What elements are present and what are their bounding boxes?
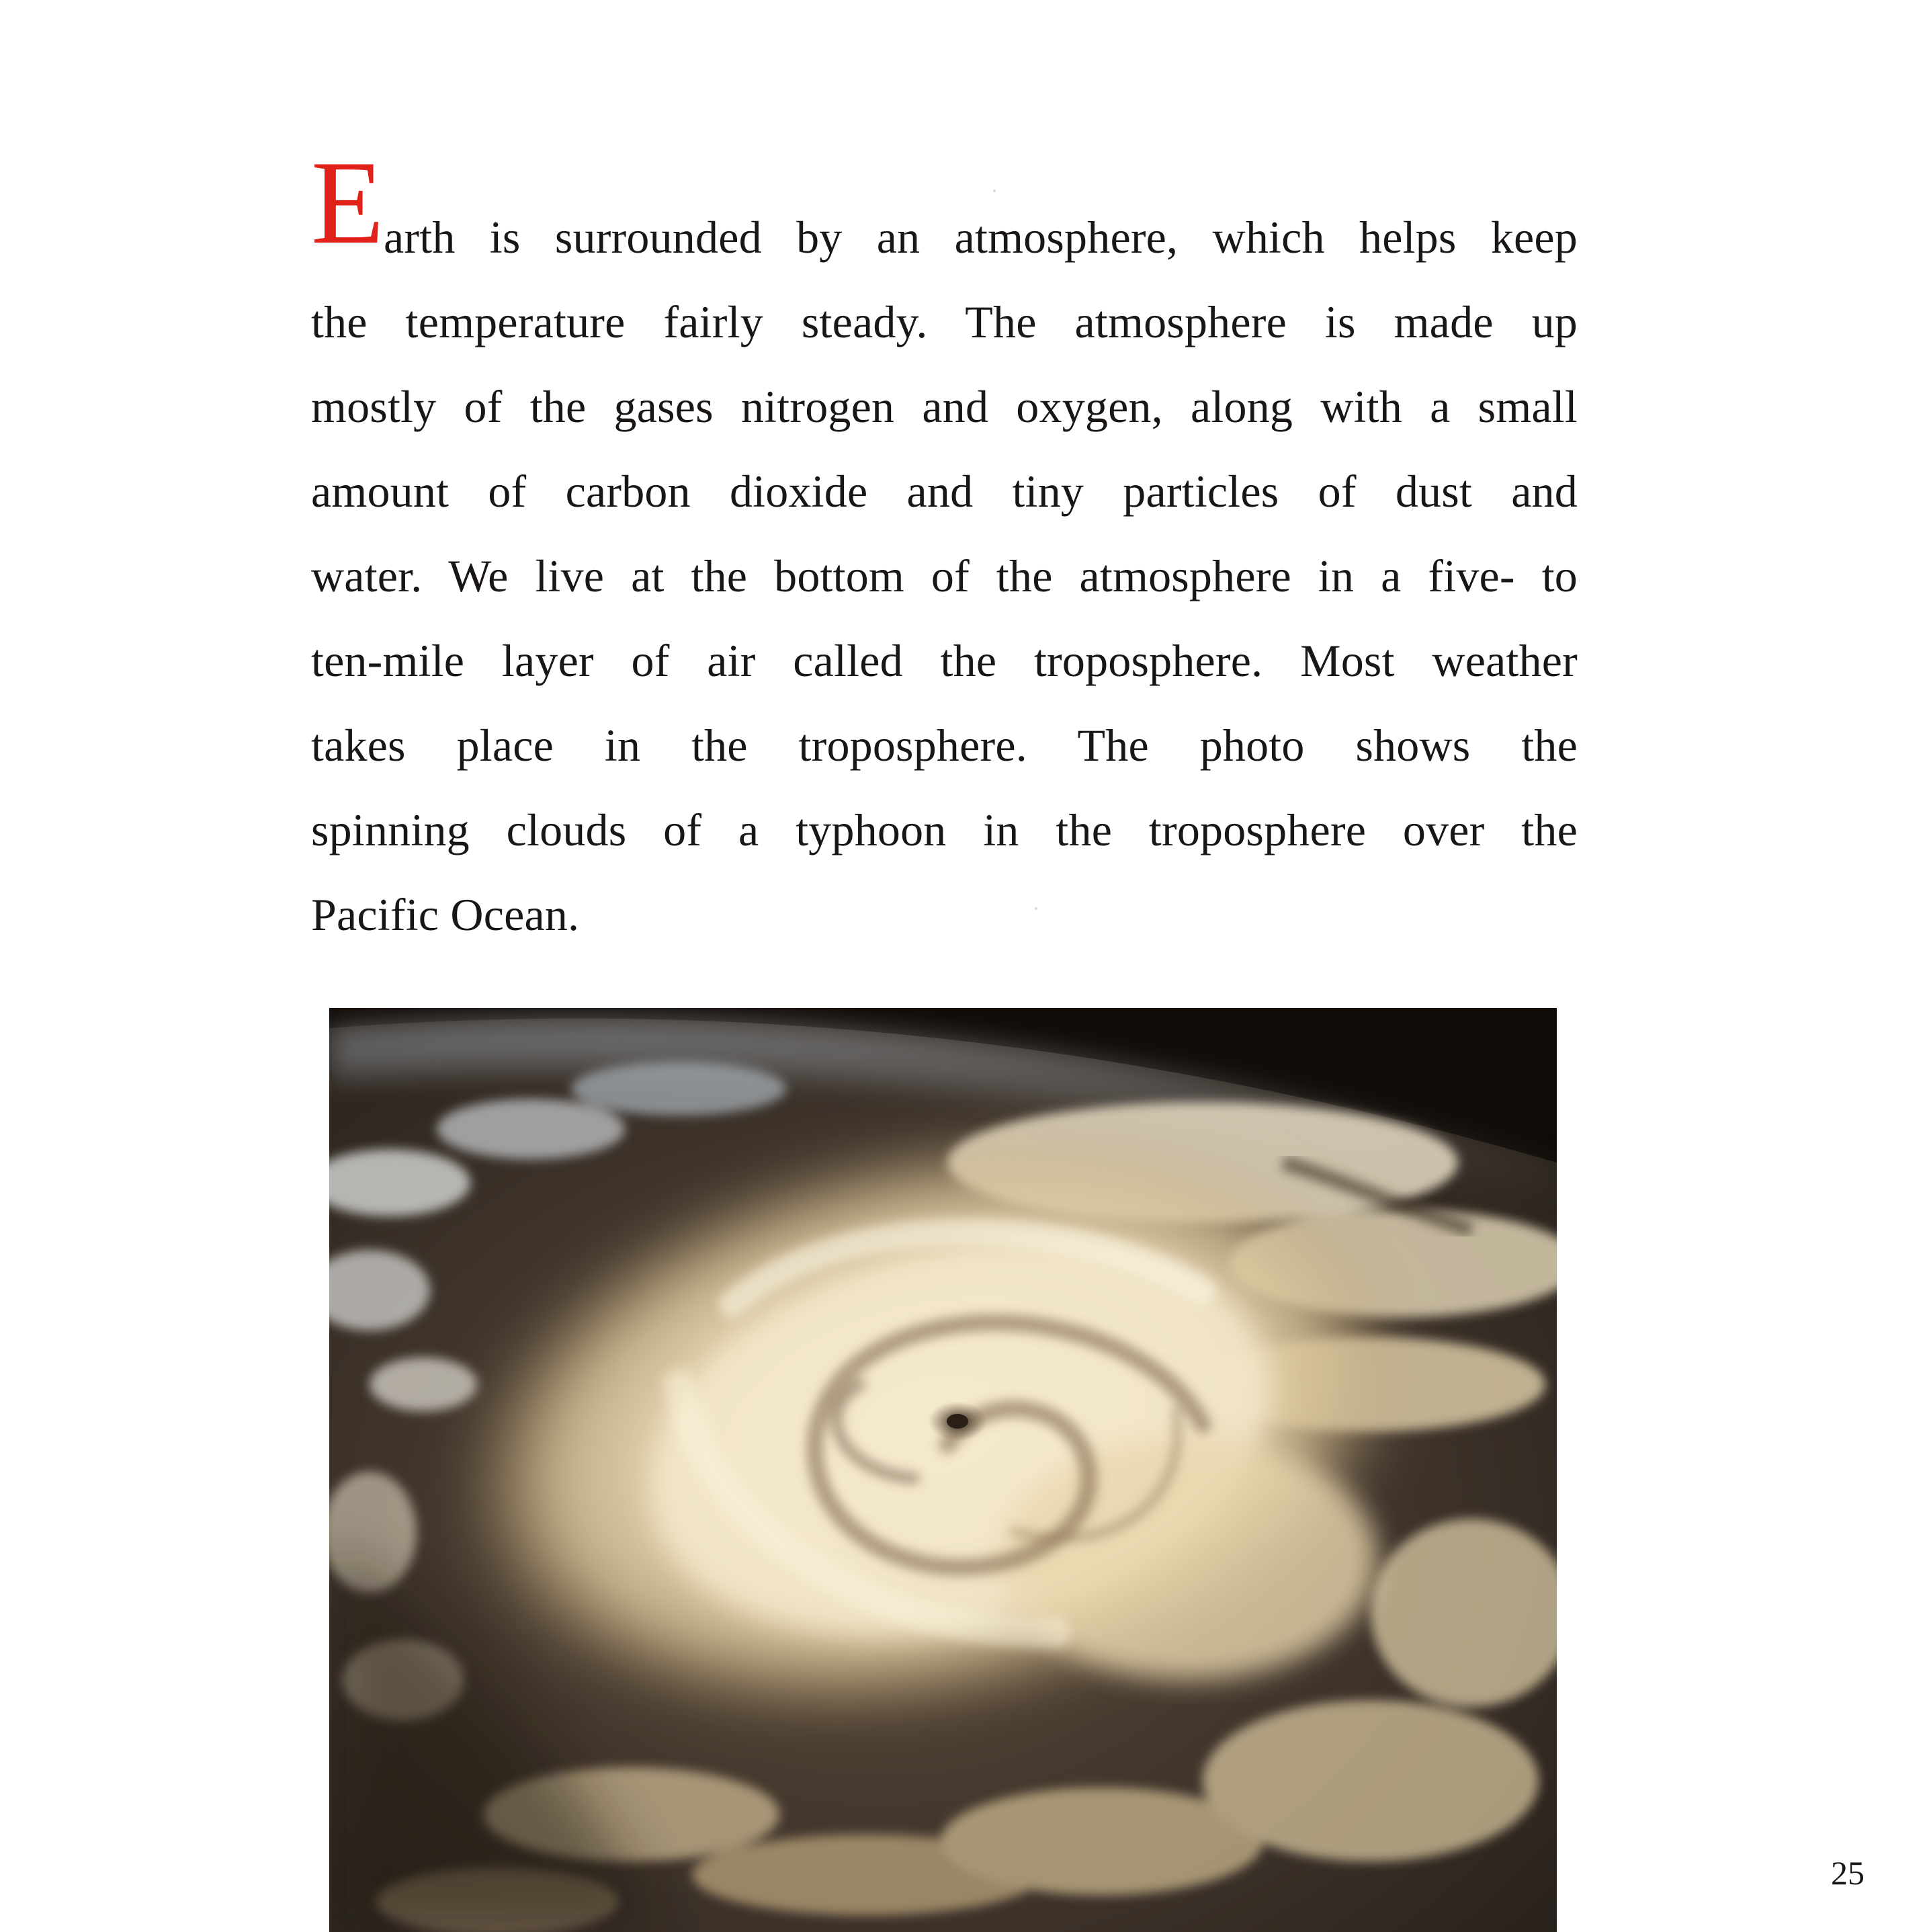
body-paragraph xyxy=(311,136,1578,957)
paragraph-line-1-text: arth is surrounded by an atmosphere, which helps keep xyxy=(384,212,1578,263)
paragraph-line-9: Pacific Ocean. xyxy=(311,889,580,940)
scan-speck xyxy=(1035,907,1037,910)
paragraph-line-7: takes place in the troposphere. The photo shows the xyxy=(311,720,1578,771)
drop-cap: E xyxy=(311,136,384,269)
paragraph-line-1 xyxy=(311,136,1578,280)
paragraph-line-8: spinning clouds of a typhoon in the troposphere over the xyxy=(311,804,1578,855)
scan-speck xyxy=(993,190,996,192)
paragraph-line-6: ten-mile layer of air called the troposphere. Most weather xyxy=(311,635,1578,686)
typhoon-photo xyxy=(329,1008,1557,1932)
page-number: 25 xyxy=(1831,1854,1865,1892)
paragraph-line-2: the temperature fairly steady. The atmosphere is made up xyxy=(311,296,1578,347)
paragraph-line-4: amount of carbon dioxide and tiny particles of dust and xyxy=(311,466,1578,517)
typhoon-eye-core xyxy=(947,1414,968,1429)
paragraph-line-3: mostly of the gases nitrogen and oxygen, along with a small xyxy=(311,381,1578,432)
paragraph-line-5: water. We live at the bottom of the atmosphere in a five- to xyxy=(311,550,1578,601)
